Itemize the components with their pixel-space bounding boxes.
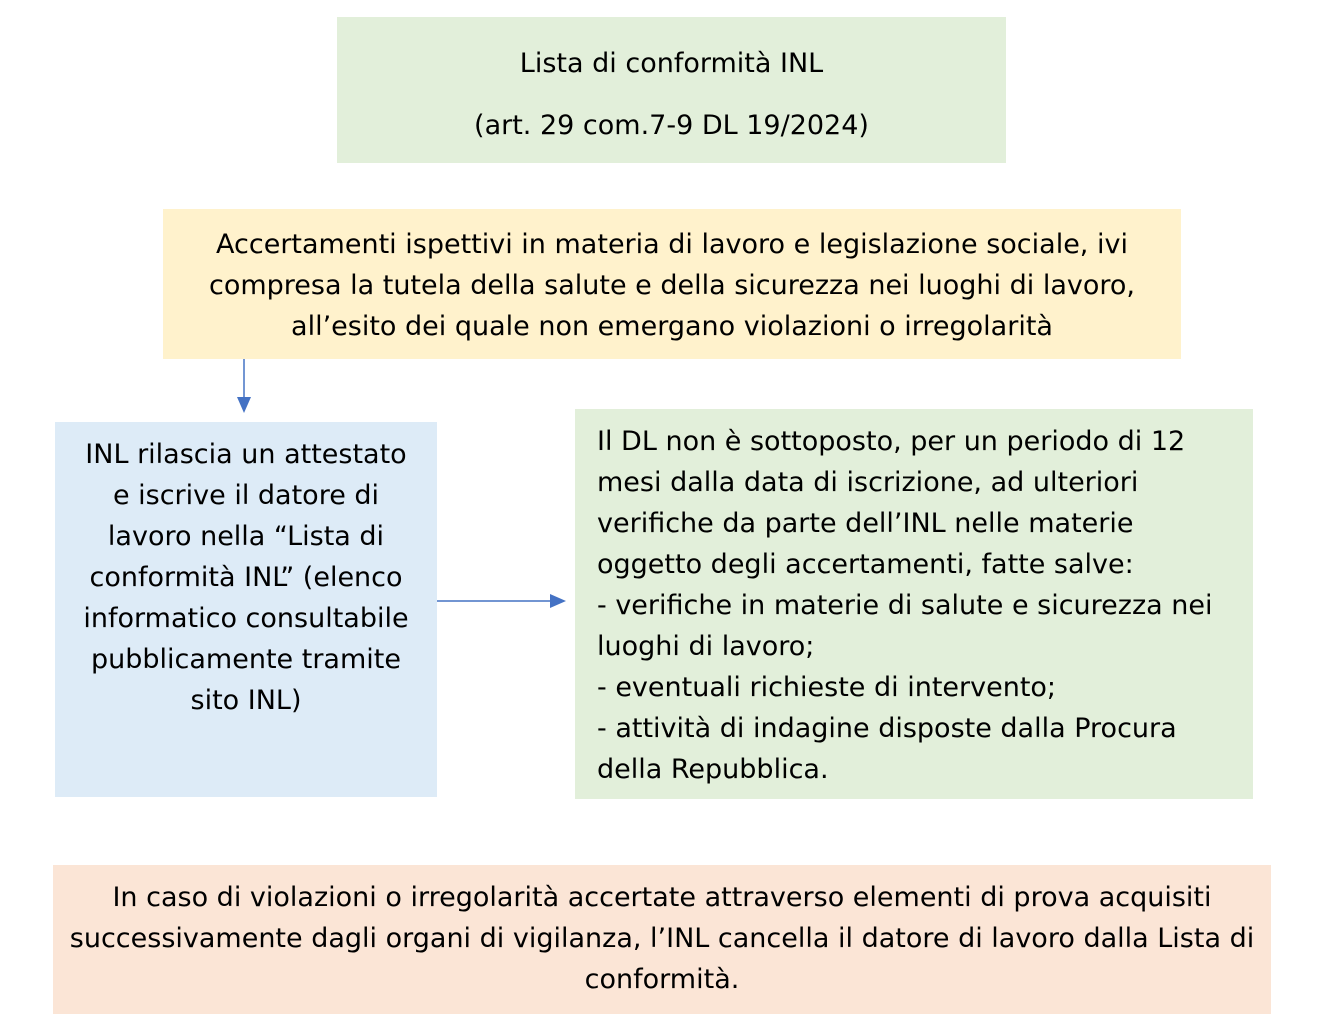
title-line-1: Lista di conformità INL	[519, 48, 824, 79]
right-arrow	[437, 594, 566, 608]
exemption-line: Il DL non è sottoposto, per un periodo di 12	[597, 426, 1186, 457]
cancellation-text: In caso di violazioni o irregolarità accertate attraverso elementi di prova acquisiti successivamente dagli organi di vigilanza, l’INL cancella il datore di lavoro dalla Lista di conformità.	[69, 882, 1255, 995]
title-line-2: (art. 29 com.7-9 DL 19/2024)	[474, 110, 869, 141]
attestation-text: INL rilascia un attestato e iscrive il datore di lavoro nella “Lista di conformità INL” (elenco informatico consultabile pubblicamente tramite sito INL)	[83, 439, 409, 716]
exemption-line: mesi dalla data di iscrizione, ad ulteriori	[597, 467, 1139, 498]
exemption-line: - eventuali richieste di intervento;	[597, 672, 1057, 703]
exemption-line: luoghi di lavoro;	[597, 631, 815, 662]
exemption-line: oggetto degli accertamenti, fatte salve:	[597, 549, 1134, 580]
exemption-line: - verifiche in materie di salute e sicurezza nei	[597, 590, 1213, 621]
inspection-text: Accertamenti ispettivi in materia di lavoro e legislazione sociale, ivi compresa la tutela della salute e della sicurezza nei luoghi di lavoro, all’esito dei quale non emergano violazioni o irregolarità	[208, 229, 1135, 342]
exemption-line: - attività di indagine disposte dalla Procura	[597, 713, 1177, 744]
exemption-line: della Repubblica.	[597, 754, 829, 785]
exemption-line: verifiche da parte dell’INL nelle materie	[597, 508, 1134, 539]
down-arrow	[237, 359, 251, 413]
